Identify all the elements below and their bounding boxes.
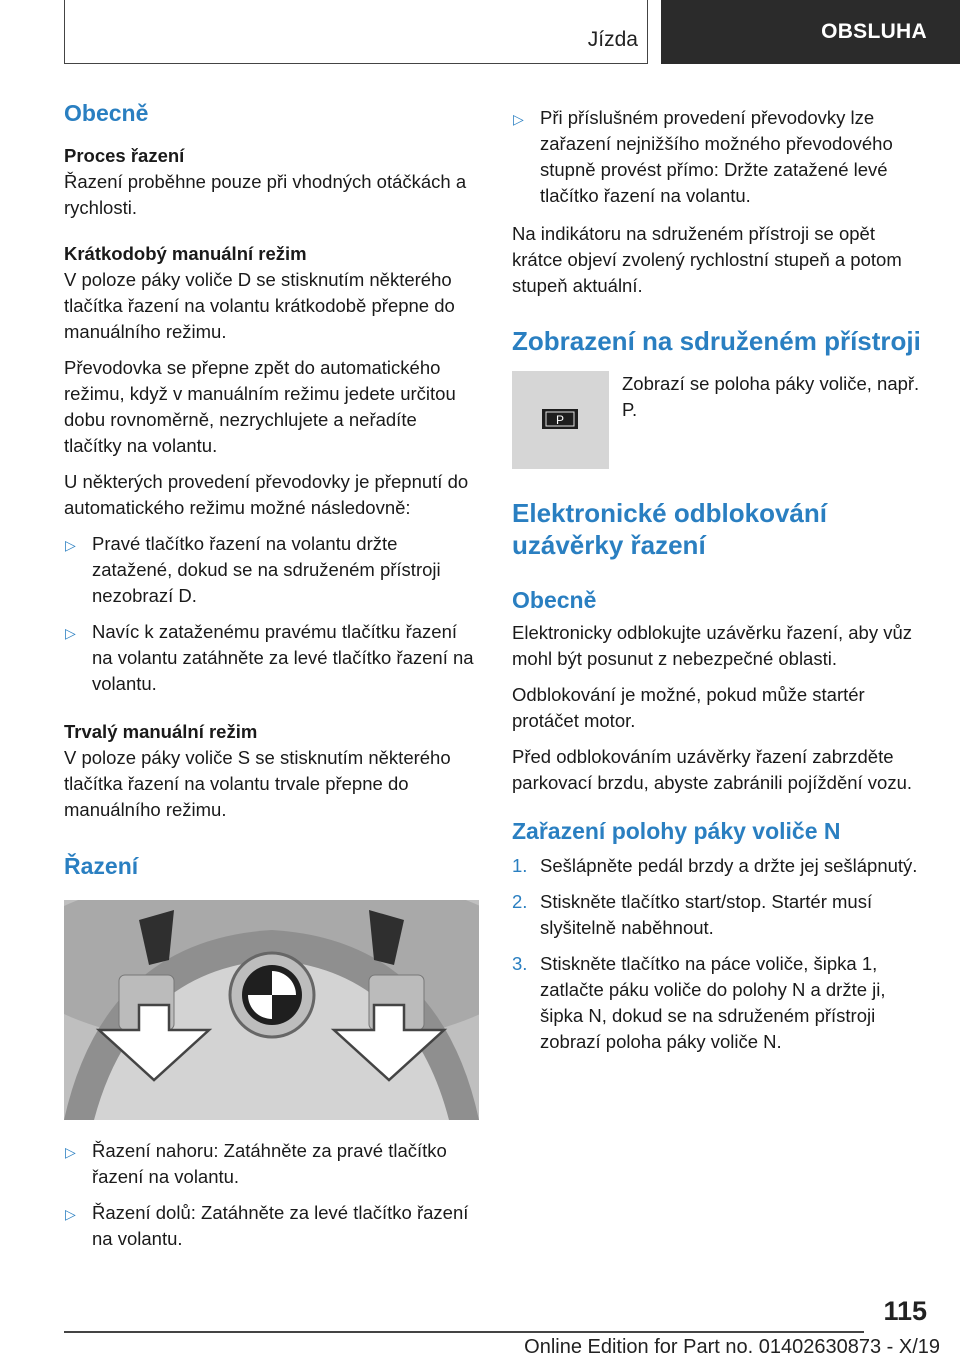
paragraph: Odblokování je možné, pokud může startér protáčet motor.	[512, 684, 865, 731]
section-title-general: Obecně	[64, 100, 149, 126]
bullet-list	[64, 531, 479, 697]
paragraph: V poloze páky voliče S se stisknutím některého tlačítka řazení na volantu trvale přepne do manuálního režimu.	[64, 747, 451, 820]
footer-divider	[64, 1331, 864, 1333]
list-item: ▷ Řazení nahoru: Zatáhněte za pravé tlačítko řazení na volantu.	[65, 1140, 447, 1187]
triangle-bullet-icon: ▷	[65, 625, 76, 641]
paragraph: U některých provedení převodovky je přepnutí do automatického režimu možné následovně:	[64, 471, 469, 518]
gear-display-illustration	[512, 371, 609, 469]
triangle-bullet-icon: ▷	[513, 111, 524, 127]
paragraph: Převodovka se přepne zpět do automatického režimu, když v manuálním režimu jedete určitou dobu rovnoměrně, nezrychlujete a neřadíte tlačítky na volantu.	[64, 357, 456, 456]
list-item: ▷ Řazení dolů: Zatáhněte za levé tlačítko řazení na volantu.	[65, 1202, 469, 1249]
paragraph: Řazení proběhne pouze při vhodných otáčkách a rychlosti.	[64, 171, 467, 218]
triangle-bullet-icon: ▷	[65, 537, 76, 553]
footer-edition: Online Edition for Part no. 01402630873 - X/19	[524, 1336, 940, 1358]
triangle-bullet-icon: ▷	[65, 1144, 76, 1160]
display-example	[512, 371, 927, 469]
header-chapter-label: OBSLUHA	[821, 20, 927, 43]
paragraph: V poloze páky voliče D se stisknutím některého tlačítka řazení na volantu krátkodobě přepne do manuálního režimu.	[64, 269, 455, 342]
header-frame	[64, 0, 648, 64]
triangle-bullet-icon: ▷	[65, 1206, 76, 1222]
list-item: 1. Sešlápněte pedál brzdy a držte jej sešlápnutý.	[512, 855, 918, 876]
heading-instrument-display: Zobrazení na sdruženém přístroji	[512, 326, 921, 356]
list-item: ▷ Navíc k zataženému pravému tlačítku řazení na volantu zatáhněte za levé tlačítko řazení na volantu.	[65, 621, 474, 694]
header-section-title: Jízda	[587, 28, 638, 51]
heading-permanent-manual: Trvalý manuální režim	[64, 721, 258, 742]
list-item: ▷ Pravé tlačítko řazení na volantu držte zatažené, dokud se na sdruženém přístroji nezobrazí D.	[65, 533, 441, 606]
numbered-steps	[512, 853, 927, 1055]
section-title-general: Obecně	[512, 587, 597, 613]
heading-short-manual: Krátkodobý manuální režim	[64, 243, 307, 264]
right-column	[512, 105, 927, 1065]
left-column	[64, 100, 479, 1264]
bullet-list	[64, 1138, 479, 1252]
list-item: ▷ Při příslušném provedení převodovky lze zařazení nejnižšího možného převodového stupně provést přímo: Držte zatažené levé tlačítko řazení na volantu.	[513, 107, 893, 206]
list-item: 2. Stiskněte tlačítko start/stop. Startér musí slyšitelně naběhnout.	[512, 891, 873, 938]
heading-electronic-unlock: Elektronické odblokování uzávěrky řazení	[512, 498, 827, 560]
section-title-shifting: Řazení	[64, 853, 139, 879]
page-number: 115	[883, 1296, 927, 1326]
paragraph: Zobrazí se poloha páky voliče, např. P.	[622, 373, 920, 420]
list-item: 3. Stiskněte tlačítko na páce voliče, šipka 1, zatlačte páku voliče do polohy N a držte ji, šipka N, dokud se na sdruženém přístroji zobrazí poloha páky voliče N.	[512, 953, 886, 1052]
heading-shift-process: Proces řazení	[64, 145, 185, 166]
steering-wheel-illustration	[64, 900, 479, 1120]
paragraph: Elektronicky odblokujte uzávěrku řazení, aby vůz mohl být posunut z nebezpečné oblasti.	[512, 622, 913, 669]
gear-symbol: P	[555, 413, 565, 427]
heading-neutral-position: Zařazení polohy páky voliče N	[512, 818, 841, 844]
paragraph: Na indikátoru na sdruženém přístroji se opět krátce objeví zvolený rychlostní stupeň a potom stupeň aktuální.	[512, 223, 902, 296]
header-chapter-tab	[661, 0, 960, 64]
paragraph: Před odblokováním uzávěrky řazení zabrzděte parkovací brzdu, abyste zabránili pojíždění vozu.	[512, 746, 913, 793]
bullet-list	[512, 105, 927, 209]
